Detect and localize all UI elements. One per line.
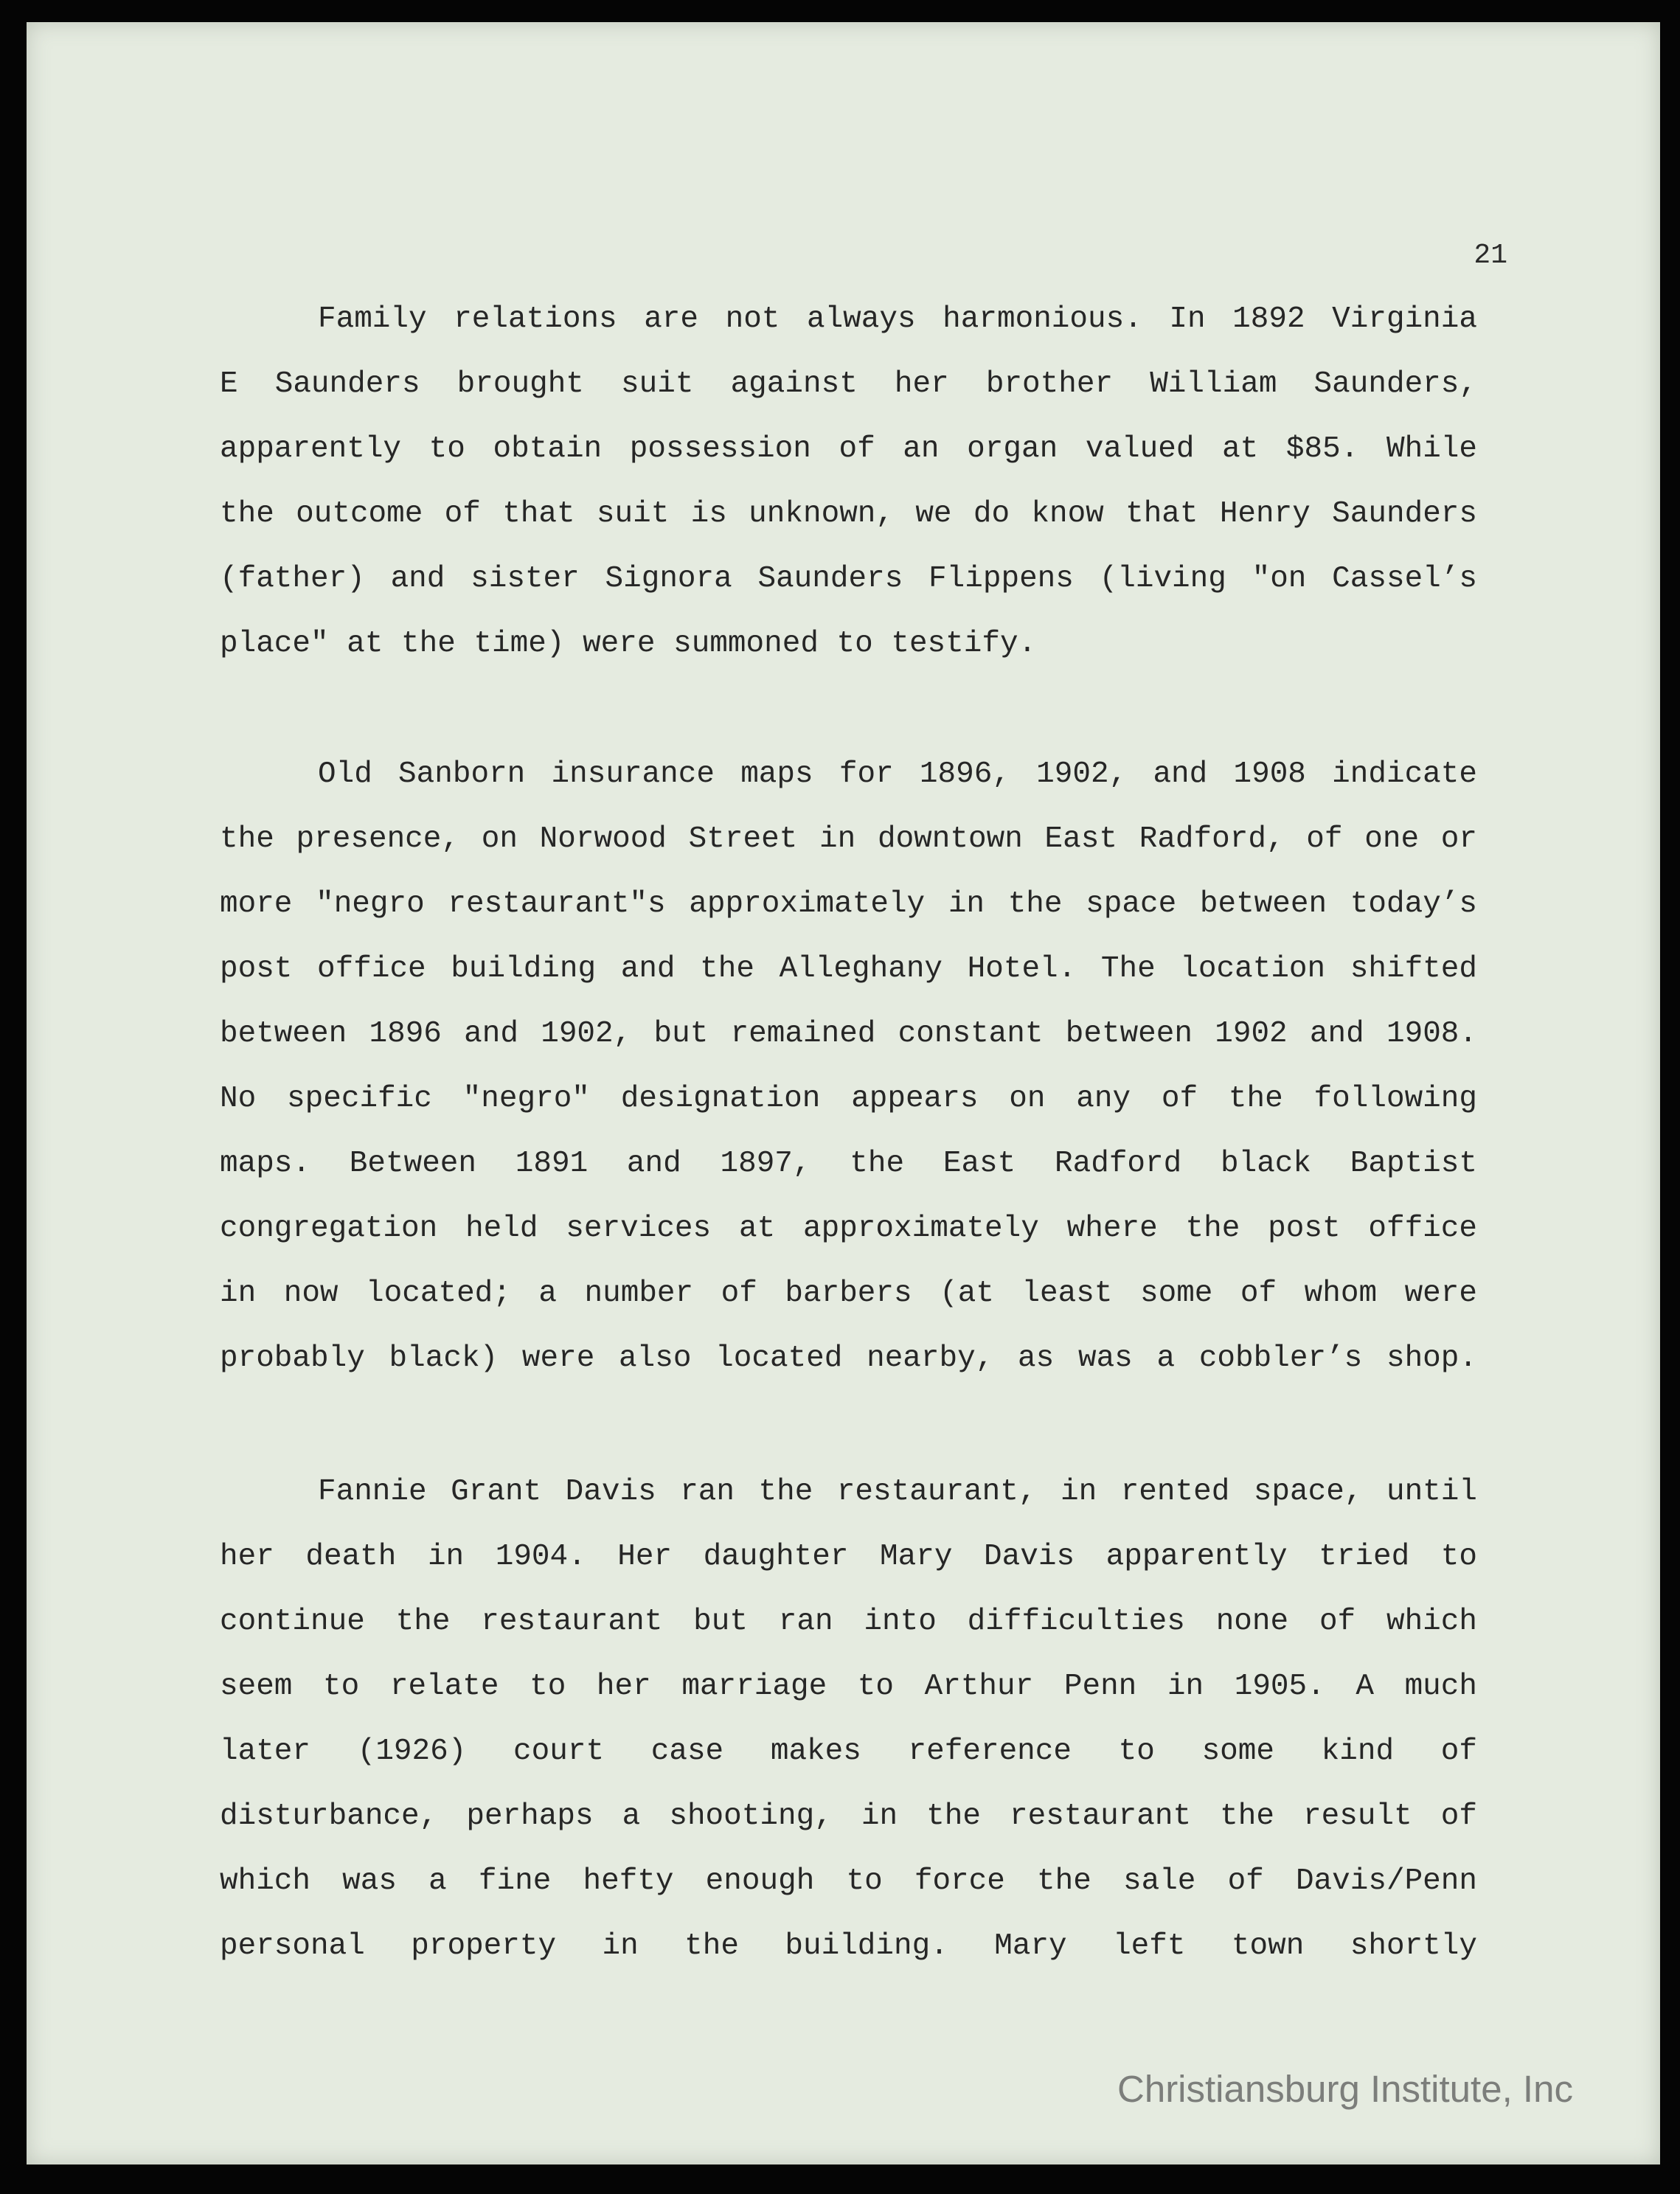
text-line: probably black) were also located nearby, as was a cobbler’s shop. (220, 1341, 1477, 1375)
page-number: 21 (1474, 240, 1507, 271)
text-line: maps. Between 1891 and 1897, the East Radford black Baptist (220, 1147, 1477, 1181)
text-line: continue the restaurant but ran into difficulties none of which (220, 1605, 1477, 1639)
text-line: E Saunders brought suit against her brother William Saunders, (220, 367, 1477, 401)
text-line: her death in 1904. Her daughter Mary Davis apparently tried to (220, 1540, 1477, 1574)
text-line: place" at the time) were summoned to testify. (220, 627, 1037, 661)
text-line: between 1896 and 1902, but remained constant between 1902 and 1908. (220, 1017, 1477, 1051)
text-line: congregation held services at approximately where the post office (220, 1212, 1477, 1246)
text-line: (father) and sister Signora Saunders Flippens (living "on Cassel’s (220, 562, 1477, 596)
text-line: Family relations are not always harmonious. In 1892 Virginia (318, 302, 1477, 336)
document-page (27, 22, 1660, 2165)
text-line: in now located; a number of barbers (at least some of whom were (220, 1277, 1477, 1311)
text-line: more "negro restaurant"s approximately in the space between today’s (220, 887, 1477, 921)
text-line: Old Sanborn insurance maps for 1896, 1902, and 1908 indicate (318, 757, 1477, 791)
watermark: Christiansburg Institute, Inc (1117, 2068, 1573, 2110)
text-line: later (1926) court case makes reference to some kind of (220, 1735, 1477, 1768)
text-line: disturbance, perhaps a shooting, in the restaurant the result of (220, 1799, 1477, 1833)
text-line: personal property in the building. Mary left town shortly (220, 1929, 1477, 1963)
text-line: the outcome of that suit is unknown, we do know that Henry Saunders (220, 497, 1477, 531)
text-line: post office building and the Alleghany Hotel. The location shifted (220, 952, 1477, 986)
text-line: seem to relate to her marriage to Arthur Penn in 1905. A much (220, 1670, 1477, 1704)
text-line: Fannie Grant Davis ran the restaurant, in rented space, until (318, 1475, 1477, 1509)
text-line: which was a fine hefty enough to force the sale of Davis/Penn (220, 1864, 1477, 1898)
text-line: No specific "negro" designation appears on any of the following (220, 1082, 1477, 1116)
text-line: apparently to obtain possession of an organ valued at $85. While (220, 432, 1477, 466)
text-line: the presence, on Norwood Street in downtown East Radford, of one or (220, 822, 1477, 856)
